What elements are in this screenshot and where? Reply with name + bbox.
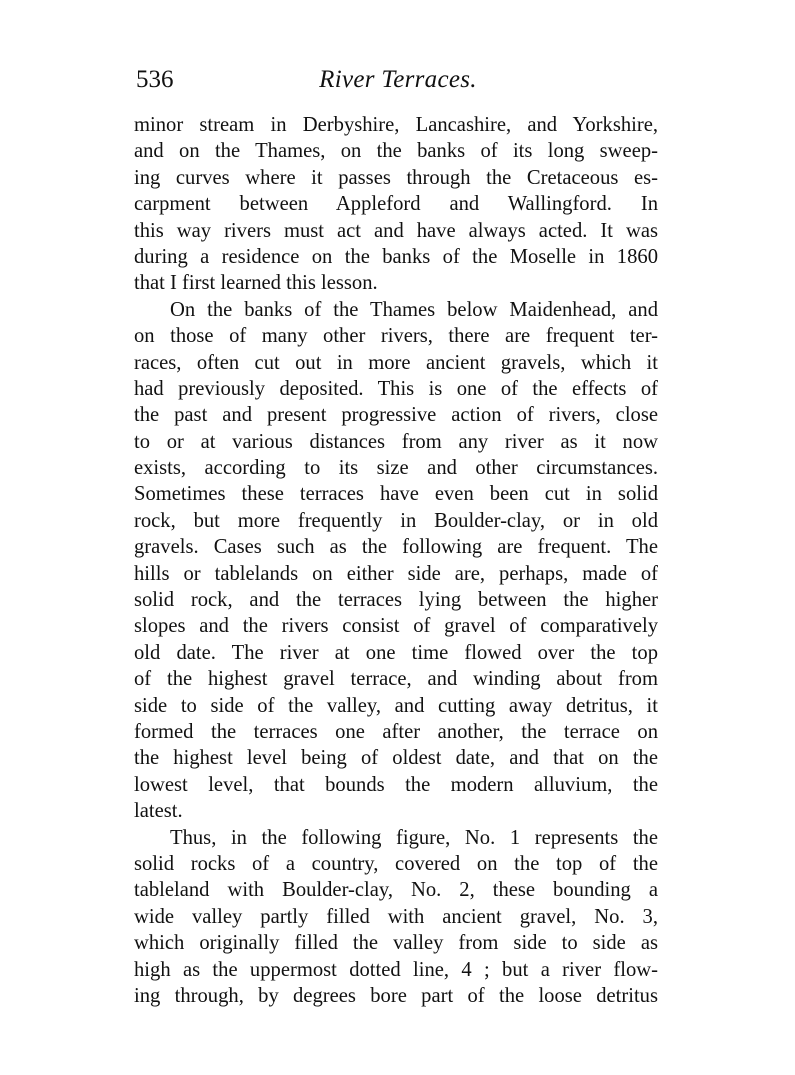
paragraph-2 bbox=[134, 297, 658, 825]
text-line: high as the uppermost dotted line, 4 ; but a river flow- bbox=[134, 958, 658, 981]
text-line: Thus, in the following figure, No. 1 represents the bbox=[170, 826, 658, 849]
text-line: ing curves where it passes through the Cretaceous es- bbox=[134, 166, 658, 189]
paragraph-3 bbox=[134, 825, 658, 1010]
text-line: during a residence on the banks of the Moselle in 1860 bbox=[134, 245, 658, 268]
text-line: solid rocks of a country, covered on the top of the bbox=[134, 852, 658, 875]
text-line: had previously deposited. This is one of the effects of bbox=[134, 377, 658, 400]
text-line: exists, according to its size and other circumstances. bbox=[134, 457, 658, 480]
text-line: wide valley partly filled with ancient gravel, No. 3, bbox=[134, 905, 658, 928]
text-line: on those of many other rivers, there are frequent ter- bbox=[134, 325, 658, 348]
text-line: solid rock, and the terraces lying between the higher bbox=[134, 589, 658, 612]
text-line: slopes and the rivers consist of gravel of comparatively bbox=[134, 615, 658, 638]
text-line: ing through, by degrees bore part of the loose detritus bbox=[134, 984, 658, 1007]
text-line: Sometimes these terraces have even been cut in solid bbox=[134, 483, 658, 506]
text-line: formed the terraces one after another, the terrace on bbox=[134, 720, 658, 743]
running-head bbox=[136, 62, 660, 98]
text-line: races, often cut out in more ancient gravels, which it bbox=[134, 351, 658, 374]
paragraph-1 bbox=[134, 112, 658, 297]
text-line: to or at various distances from any river as it now bbox=[134, 430, 658, 453]
text-line: lowest level, that bounds the modern alluvium, the bbox=[134, 773, 658, 796]
text-line: minor stream in Derbyshire, Lancashire, and Yorkshire, bbox=[134, 114, 658, 136]
text-line: old date. The river at one time flowed over the top bbox=[134, 641, 658, 664]
text-line: On the banks of the Thames below Maidenhead, and bbox=[170, 298, 658, 321]
text-line: and on the Thames, on the banks of its long sweep- bbox=[134, 140, 658, 163]
text-line: this way rivers must act and have always acted. It was bbox=[134, 219, 658, 242]
text-line: tableland with Boulder-clay, No. 2, these bounding a bbox=[134, 879, 658, 902]
running-title: River Terraces. bbox=[319, 66, 477, 93]
text-line: that I first learned this lesson. bbox=[134, 272, 378, 295]
text-line: side to side of the valley, and cutting away detritus, it bbox=[134, 694, 658, 717]
body-text bbox=[134, 112, 658, 1009]
text-line: rock, but more frequently in Boulder-clay, or in old bbox=[134, 509, 658, 532]
text-line: gravels. Cases such as the following are frequent. The bbox=[134, 536, 658, 559]
text-line: hills or tablelands on either side are, perhaps, made of bbox=[134, 562, 658, 585]
text-line: the highest level being of oldest date, and that on the bbox=[134, 747, 658, 770]
text-line: carpment between Appleford and Wallingford. In bbox=[134, 193, 658, 216]
text-line: latest. bbox=[134, 800, 183, 823]
text-line: the past and present progressive action of rivers, close bbox=[134, 404, 658, 427]
text-line: of the highest gravel terrace, and winding about from bbox=[134, 668, 658, 691]
page-number: 536 bbox=[136, 66, 174, 93]
text-line: which originally filled the valley from side to side as bbox=[134, 932, 658, 955]
